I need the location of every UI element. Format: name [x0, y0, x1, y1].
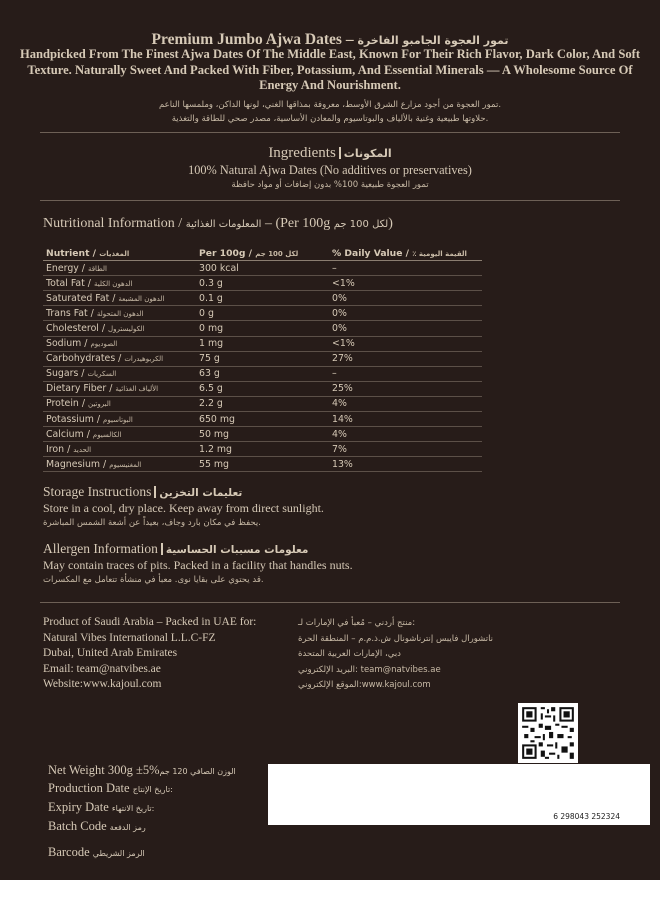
table-row: [43, 396, 482, 411]
nutrient-cell: [43, 442, 196, 457]
amount-cell-amount: 300 kcal: [199, 262, 239, 274]
nutrient-cell-ar: الدهون المشبعة: [118, 294, 165, 303]
qr-code-icon: [518, 703, 578, 763]
nutrition-table: [43, 246, 482, 472]
nutrient-cell-ar: البوتاسيوم: [103, 415, 133, 424]
table-row: [43, 366, 482, 381]
allergen-heading-en: Allergen Information: [43, 541, 158, 556]
expiry-date-label: Expiry Date: [48, 800, 109, 814]
nutrient-cell: [43, 321, 196, 336]
daily-value-cell-dv: 25%: [332, 383, 353, 395]
amount-cell-amount: 0.3 g: [199, 277, 223, 289]
amount-cell-amount: 6.5 g: [199, 383, 223, 395]
nutrient-cell-en: Total Fat /: [46, 277, 94, 289]
batch-code-label-ar: رمز الدفعة: [109, 823, 146, 832]
nutrient-cell-en: Iron /: [46, 443, 74, 455]
nutrient-cell: [43, 336, 196, 351]
nutrition-heading: [43, 216, 643, 232]
amount-cell: [196, 276, 329, 291]
nutrient-cell: [43, 261, 196, 276]
amount-cell-amount: 50 mg: [199, 428, 229, 440]
amount-cell: [196, 457, 329, 472]
nutrient-cell: [43, 396, 196, 411]
nutrient-cell-en: Cholesterol /: [46, 323, 109, 335]
nutrition-heading-per: – (Per 100g: [261, 216, 334, 231]
nutrient-cell-en: Carbohydrates /: [46, 353, 125, 365]
daily-value-cell-dv: <1%: [332, 338, 355, 350]
daily-value-cell-dv: 27%: [332, 353, 353, 365]
nutrition-table-body: [43, 261, 482, 472]
daily-value-cell: [329, 396, 482, 411]
table-row: [43, 291, 482, 306]
amount-cell: [196, 321, 329, 336]
daily-value-cell-dv: –: [332, 368, 337, 380]
origin-en: [43, 615, 256, 693]
net-weight-en: Net Weight 300g ±5%: [48, 763, 160, 777]
barcode-box: [268, 764, 650, 825]
nutrient-cell-en: Calcium /: [46, 428, 93, 440]
storage-text-ar: يحفظ في مكان بارد وجاف، بعيداً عن أشعة الشمس المباشرة.: [43, 518, 261, 528]
nutrient-cell-ar: البروتين: [87, 400, 111, 409]
allergen-heading: [43, 541, 308, 557]
product-description-ar-2: حلاوتها طبيعية وغنية بالألياف والبوتاسيوم والمعادن الأساسية، مصدر صحي للطاقة والتغذية.: [171, 114, 489, 124]
daily-value-cell: [329, 336, 482, 351]
column-header-per100g: [196, 246, 329, 261]
divider: [40, 132, 620, 133]
nutrient-cell-ar: السكريات: [87, 370, 117, 379]
column-header-en: Per 100g /: [199, 247, 256, 259]
daily-value-cell-dv: 0%: [332, 292, 347, 304]
table-row: [43, 306, 482, 321]
daily-value-cell: [329, 321, 482, 336]
nutrient-cell-en: Saturated Fat /: [46, 292, 119, 304]
amount-cell-amount: 650 mg: [199, 413, 235, 425]
batch-code: [48, 819, 146, 834]
daily-value-cell: [329, 412, 482, 427]
company-location: Dubai, United Arab Emirates: [43, 647, 178, 659]
nutrition-heading-en: Nutritional Information /: [43, 216, 186, 231]
nutrient-cell-ar: الكوليسترول: [108, 325, 145, 334]
daily-value-cell-dv: –: [332, 262, 337, 274]
expiry-date: [48, 800, 154, 815]
company-location-ar: دبي، الإمارات العربية المتحدة: [298, 649, 401, 659]
ingredients-text-ar: تمور العجوة طبيعية 100% بدون إضافات أو مواد حافظة: [231, 180, 429, 190]
amount-cell: [196, 442, 329, 457]
table-row: [43, 351, 482, 366]
production-date-label-ar: تاريخ الإنتاج:: [132, 785, 173, 794]
allergen-heading-ar: معلومات مسببات الحساسية: [165, 544, 309, 556]
nutrient-cell: [43, 427, 196, 442]
nutrient-cell: [43, 366, 196, 381]
daily-value-cell: [329, 276, 482, 291]
column-header-ar: ٪ القيمة اليومية: [412, 249, 467, 258]
amount-cell-amount: 0 g: [199, 307, 214, 319]
column-header-ar: المغذيات: [99, 249, 130, 258]
nutrition-heading-per-ar: لكل 100 جم: [333, 219, 389, 230]
title-en: Premium Jumbo Ajwa Dates: [151, 31, 342, 48]
amount-cell-amount: 55 mg: [199, 458, 229, 470]
nutrient-cell: [43, 412, 196, 427]
nutrition-heading-close: ): [388, 216, 393, 231]
daily-value-cell-dv: 0%: [332, 307, 347, 319]
table-row: [43, 442, 482, 457]
nutrient-cell-en: Sodium /: [46, 338, 91, 350]
table-header-row: [43, 246, 482, 261]
separator-bar: [154, 486, 156, 498]
table-row: [43, 321, 482, 336]
email: Email: team@natvibes.ae: [43, 662, 161, 675]
nutrient-cell-ar: الدهون المتحولة: [96, 309, 144, 318]
nutrient-cell-ar: الحديد: [73, 445, 92, 454]
table-row: [43, 276, 482, 291]
amount-cell-amount: 0.1 g: [199, 292, 223, 304]
email-ar: البريد الإلكتروني: team@natvibes.ae: [298, 664, 441, 675]
nutrient-cell: [43, 306, 196, 321]
nutrient-cell-en: Protein /: [46, 398, 88, 410]
expiry-date-label-ar: تاريخ الانتهاء:: [111, 804, 155, 813]
ingredients-heading: [10, 145, 650, 162]
nutrient-cell-en: Trans Fat /: [46, 307, 97, 319]
amount-cell: [196, 366, 329, 381]
barcode-label: [48, 845, 145, 860]
origin-ar: [298, 616, 493, 694]
amount-cell: [196, 261, 329, 276]
separator-bar: [339, 147, 341, 159]
nutrient-cell: [43, 291, 196, 306]
storage-heading-en: Storage Instructions: [43, 484, 152, 499]
amount-cell-amount: 75 g: [199, 353, 220, 365]
website: Website:www.kajoul.com: [43, 678, 162, 690]
ingredients-heading-en: Ingredients: [268, 145, 336, 161]
amount-cell-amount: 0 mg: [199, 323, 224, 335]
amount-cell-amount: 63 g: [199, 368, 220, 380]
origin-line: Product of Saudi Arabia – Packed in UAE for:: [43, 616, 257, 628]
table-row: [43, 412, 482, 427]
allergen-text-ar: قد يحتوي على بقايا نوى. معبأ في منشأة تتعامل مع المكسرات.: [43, 575, 264, 585]
daily-value-cell: [329, 457, 482, 472]
nutrient-cell-en: Potassium /: [46, 413, 104, 425]
daily-value-cell-dv: 14%: [332, 413, 353, 425]
daily-value-cell: [329, 442, 482, 457]
storage-heading: [43, 484, 242, 500]
production-date-label: Production Date: [48, 781, 130, 795]
nutrient-cell: [43, 381, 196, 396]
ingredients-heading-ar: المكونات: [343, 147, 392, 160]
nutrient-cell-ar: الألياف الغذائية: [115, 385, 159, 394]
barcode-label-ar: الرمز الشريطي: [92, 849, 145, 858]
daily-value-cell: [329, 427, 482, 442]
storage-heading-ar: تعليمات التخزين: [159, 487, 243, 499]
column-header-nutrient: [43, 246, 196, 261]
daily-value-cell-dv: 4%: [332, 398, 347, 410]
daily-value-cell: [329, 351, 482, 366]
column-header-daily-value: [329, 246, 482, 261]
barcode-number: 6 298043 252324: [553, 812, 620, 821]
amount-cell: [196, 412, 329, 427]
ingredients-text: 100% Natural Ajwa Dates (No additives or preservatives): [188, 163, 472, 177]
net-weight: [48, 763, 236, 778]
origin-line-ar: منتج أردني – مُعبأ في الإمارات لـ:: [298, 618, 416, 628]
amount-cell: [196, 396, 329, 411]
allergen-text: May contain traces of pits. Packed in a facility that handles nuts.: [43, 558, 353, 572]
daily-value-cell: [329, 381, 482, 396]
nutrition-heading-ar: المعلومات الغذائية: [185, 219, 262, 230]
batch-code-label: Batch Code: [48, 819, 107, 833]
column-header-en: Nutrient /: [46, 247, 100, 259]
column-header-en: % Daily Value /: [332, 247, 413, 259]
daily-value-cell: [329, 291, 482, 306]
nutrient-cell-ar: الدهون الكلية: [93, 279, 133, 288]
table-row: [43, 381, 482, 396]
nutrient-cell-en: Sugars /: [46, 368, 88, 380]
amount-cell: [196, 291, 329, 306]
nutrient-cell: [43, 351, 196, 366]
title-dash: –: [341, 31, 358, 48]
amount-cell: [196, 336, 329, 351]
amount-cell: [196, 351, 329, 366]
product-description-ar-1: تمور العجوة من أجود مزارع الشرق الأوسط، معروفة بمذاقها الغني، لونها الداكن، وملمسها الناعم.: [158, 100, 502, 110]
table-row: [43, 336, 482, 351]
nutrient-cell-ar: الكربوهيدرات: [124, 355, 164, 364]
nutrient-cell-ar: الكالسيوم: [92, 430, 122, 439]
product-description: Handpicked From The Finest Ajwa Dates Of The Middle East, Known For Their Rich Flavor, Dark Color, And Soft Texture. Naturally Sweet And Packed With Fiber, Potassium, And Essential Minerals — A Wholesome Source Of Energy And Nourishment.: [19, 47, 641, 92]
daily-value-cell: [329, 306, 482, 321]
nutrient-cell-ar: الصوديوم: [90, 340, 118, 349]
nutrient-cell-en: Magnesium /: [46, 458, 110, 470]
daily-value-cell-dv: 7%: [332, 443, 347, 455]
column-header-ar: لكل 100 جم: [255, 249, 299, 258]
company-name: Natural Vibes International L.L.C-FZ: [43, 631, 216, 644]
amount-cell-amount: 1.2 mg: [199, 443, 232, 455]
barcode-label-en: Barcode: [48, 845, 90, 859]
daily-value-cell-dv: 13%: [332, 458, 353, 470]
nutrient-cell-ar: الطاقة: [87, 264, 108, 273]
table-row: [43, 457, 482, 472]
amount-cell-amount: 1 mg: [199, 338, 224, 350]
nutrient-cell-ar: المغنيسيوم: [109, 460, 142, 469]
website-ar: الموقع الإلكتروني:www.kajoul.com: [298, 680, 431, 690]
nutrient-cell: [43, 276, 196, 291]
nutrient-cell: [43, 457, 196, 472]
title-ar: تمور العجوة الجامبو الفاخرة: [357, 34, 509, 47]
nutrient-cell-en: Dietary Fiber /: [46, 383, 116, 395]
daily-value-cell-dv: <1%: [332, 277, 355, 289]
daily-value-cell: [329, 366, 482, 381]
amount-cell: [196, 427, 329, 442]
net-weight-ar: الوزن الصافي 120 جم: [159, 767, 236, 776]
table-row: [43, 427, 482, 442]
storage-text: Store in a cool, dry place. Keep away from direct sunlight.: [43, 501, 324, 515]
daily-value-cell: [329, 261, 482, 276]
company-name-ar: ناتشورال فايبس إنترناشونال ش.ذ.م.م – المنطقة الحرة: [298, 633, 494, 644]
amount-cell: [196, 306, 329, 321]
daily-value-cell-dv: 4%: [332, 428, 347, 440]
divider: [40, 200, 620, 201]
separator-bar: [161, 543, 163, 555]
amount-cell-amount: 2.2 g: [199, 398, 223, 410]
nutrient-cell-en: Energy /: [46, 262, 88, 274]
table-row: [43, 261, 482, 276]
divider: [40, 602, 620, 603]
amount-cell: [196, 381, 329, 396]
qr-code: [518, 703, 578, 763]
daily-value-cell-dv: 0%: [332, 323, 347, 335]
production-date: [48, 781, 173, 796]
